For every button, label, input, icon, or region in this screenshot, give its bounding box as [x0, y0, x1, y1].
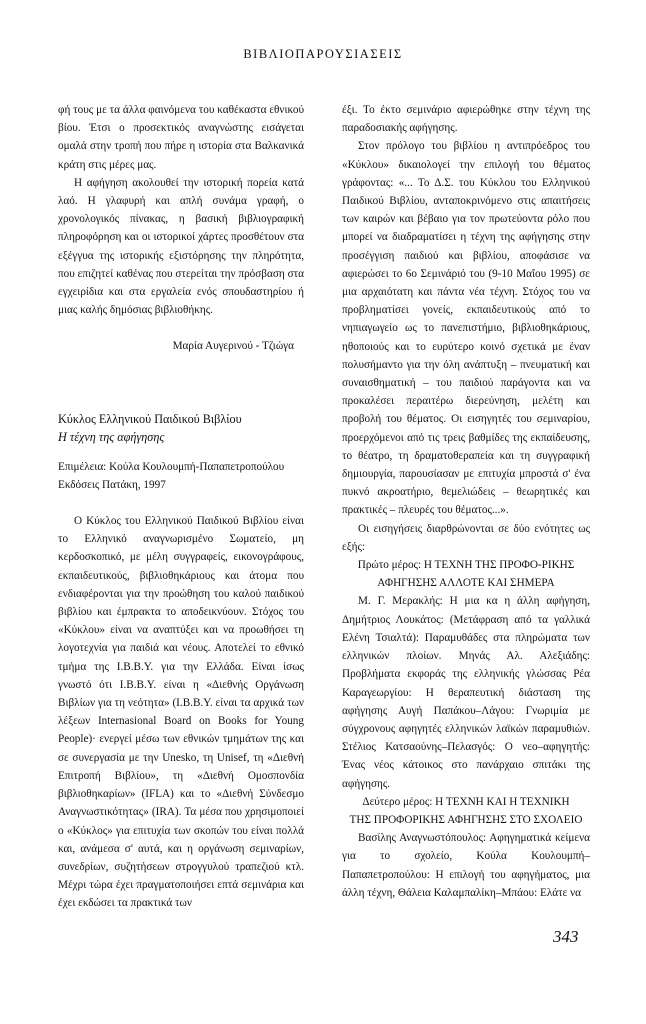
credits-editor: Επιμέλεια: Κούλα Κουλουμπή-Παπαπετροπούλου — [58, 460, 285, 473]
credits-publisher: Εκδόσεις Πατάκη, 1997 — [58, 478, 166, 491]
right-paragraph-5: Βασίλης Αναγνωστόπουλος: Αφηγηματικά κείμενα για το σχολείο, Κούλα Κουλουμπή–Παπαπετροπούλου: Η επιλογή του αφηγήματος, μια άλλη τέχνη, Θάλεια Καλαμπαλίκη–Μπάου: Ελάτε να — [342, 832, 590, 899]
page-number: 343 — [553, 927, 579, 946]
review-title: Κύκλος Ελληνικού Παιδικού Βιβλίου — [58, 411, 242, 426]
right-paragraph-3: Οι εισηγήσεις διαρθρώνονται σε δύο ενότητες ως εξής: — [342, 522, 590, 553]
right-paragraph-2: Στον πρόλογο του βιβλίου η αντιπρόεδρος του «Κύκλου» δικαιολογεί την επιλογή του θέματος γράφοντας: «... Το Δ.Σ. του Κύκλου του Ελληνικού Παιδικού Βιβλίου, ανταποκρινόμενο στις απαιτήσεις των καιρών και βέβαιο για τον πρωτεύοντα ρόλο που μπορεί να διαδραματίσει η τέχνη της αφήγησης στην προσέγγιση παιδιού και βιβλίου, αποφάσισε να αφιερώσει το 6ο Σεμινάριό του (9-10 Μαΐου 1995) σε μια αρχαιότατη και πάντα νέα τέχνη. Στόχος του να προβληματίσει γονείς, εκπαιδευτικούς από το νηπιαγωγείο ως το πανεπιστήμιο, βιβλιοθηκάριους, ηθοποιούς και το ευρύτερο κοινό σχετικά με έναν πολυσήμαντο για την όλη ανάπτυξη – πνευματική και συναισθηματική – του παιδιού παράγοντα και να προκαλέσει περαιτέρω διερεύνηση, μελέτη και προβολή του θέματος. Οι εισηγητές του σεμιναρίου, προερχόμενοι από τις τρεις βαθμίδες της εκπαίδευσης, το θέατρο, τη δραματοθεραπεία και τη συγγραφική δημιουργία, παρουσίασαν με επιτυχία μπροστά σ' ένα πυκνό ακροατήριο, θεμελιώδεις – θεωρητικές και πρακτικές – πλευρές του θέματος...». — [342, 140, 590, 517]
left-paragraph-2: Η αφήγηση ακολουθεί την ιστορική πορεία κατά λαό. Η γλαφυρή και απλή συνάμα γραφή, ο χρονολογικός πίνακας, η βασική βιβλιογραφική πληροφόρηση και οι ιστορικοί χάρτες προσθέτουν στα εξέγγυα της ιστορικής εξιστόρησης την πληρότητα, που επιζητεί καθένας που στερείται την πρόσβαση στα εγχειρίδια και στα εργαλεία ενός σπουδαστηρίου ή μιας καλής δημόσιας βιβλιοθήκης. — [58, 176, 304, 317]
part-2-line-2: ΤΗΣ ΠΡΟΦΟΡΙΚΗΣ ΑΦΗΓΗΣΗΣ ΣΤΟ ΣΧΟΛΕΙΟ — [349, 813, 583, 826]
right-paragraph-4: Μ. Γ. Μερακλής: Η μια κα η άλλη αφήγηση, Δημήτριος Λουκάτος: (Μετάφραση από τα γαλλικά Ελένη Τσιαλτά): Παραμυθάδες στα πληρώματα των ελληνικών πλοίων. Μηνάς Αλ. Αλεξιάδης: Προβλήματα εκφοράς της ελληνικής γλώσσας Ρέα Καραγεωργίου: Η θεραπευτική διάσταση της αφήγησης Αυγή Παπάκου–Λάγου: Γνωριμία με σύγχρονους αφηγητές ελληνικών λαϊκών παραμυθιών. Στέλιος Κατσαούνης–Πελασγός: Ο νεο–αφηγητής: Ένας νέος κάτοικος στο πανάρχαιο σπιτάκι της αφήγησης. — [342, 595, 590, 790]
right-column — [342, 101, 590, 902]
review-credits — [58, 458, 304, 494]
right-paragraph-1: έξι. Το έκτο σεμινάριο αφιερώθηκε στην τέχνη της παραδοσιακής αφήγησης. — [342, 104, 590, 135]
left-paragraph-1: φή τους με τα άλλα φαινόμενα του καθέκαστα εθνικού βίου. Έτσι ο προσεκτικός αναγνώστης εισάγεται ομαλά στην τροπή που πήρε η ιστορία στα Βαλκανικά κράτη στις μέρες μας. — [58, 104, 304, 171]
left-paragraph-3: Ο Κύκλος του Ελληνικού Παιδικού Βιβλίου είναι το Ελληνικό αναγνωρισμένο Σωματείο, μη κερδοσκοπικό, με μέλη συγγραφείς, εικονογράφους, εκπαιδευτικούς, βιβλιοθηκάριους και άτομα που ενδιαφέρονται για την προώθηση του καλού παιδικού βιβλίου και έμπρακτα το αποδεικνύουν. Στόχος του «Κύκλου» είναι να αναπτύξει και να προωθήσει τη λογοτεχνία για παιδιά και νέους. Αποτελεί το εθνικό τμήμα της I.B.B.Y. για την Ελλάδα. Είναι ίσως γνωστό ότι I.B.B.Y. είναι η «Διεθνής Οργάνωση Βιβλίων για τη νεότητα» (I.B.B.Y. είναι τα αρχικά των λέξεων Internasional Board on Books for Young People)· ενεργεί μέσω των εθνικών τμημάτων της και σε συνεργασία με την Unesko, τη Unisef, τη «Διεθνή Επιτροπή Βιβλίου», τη «Διεθνή Ομοσπονδία βιβλιοθηκαρίων» (IFLA) και το «Διεθνή Σύνδεσμο Αναγνωστικότητας» (IRA). Τα μέσα που χρησιμοποιεί ο «Κύκλος» για επιτυχία των σκοπών του είναι πολλά και, ανάμεσα σ' αυτά, και η οργάνωση σεμιναρίων, συνεδρίων, συζητήσεων στρογγυλού τραπεζιού κτλ. Μέχρι τώρα έχει πραγματοποιήσει επτά σεμινάρια και έχει εκδώσει τα πρακτικά των — [58, 515, 304, 910]
part-2-line-1: Δεύτερο μέρος: Η ΤΕΧΝΗ ΚΑΙ Η ΤΕΧΝΙΚΗ — [362, 795, 570, 808]
part-1-line-1: Πρώτο μέρος: Η ΤΕΧΝΗ ΤΗΣ ΠΡΟΦΟ-ΡΙΚΗΣ — [357, 559, 575, 572]
section-heading-part-1 — [342, 556, 590, 592]
running-head: ΒΙΒΛΙΟΠΑΡΟΥΣΙΑΣΕΙΣ — [243, 47, 403, 61]
signature: Μαρία Αυγερινού - Τζιώγα — [172, 340, 294, 353]
part-1-line-2: ΑΦΗΓΗΣΗΣ ΑΛΛΟΤΕ ΚΑΙ ΣΗΜΕΡΑ — [377, 577, 555, 590]
section-heading-part-2 — [342, 793, 590, 829]
review-subtitle: Η τέχνη της αφήγησης — [58, 429, 165, 444]
review-heading — [58, 410, 304, 446]
left-column — [58, 101, 304, 913]
